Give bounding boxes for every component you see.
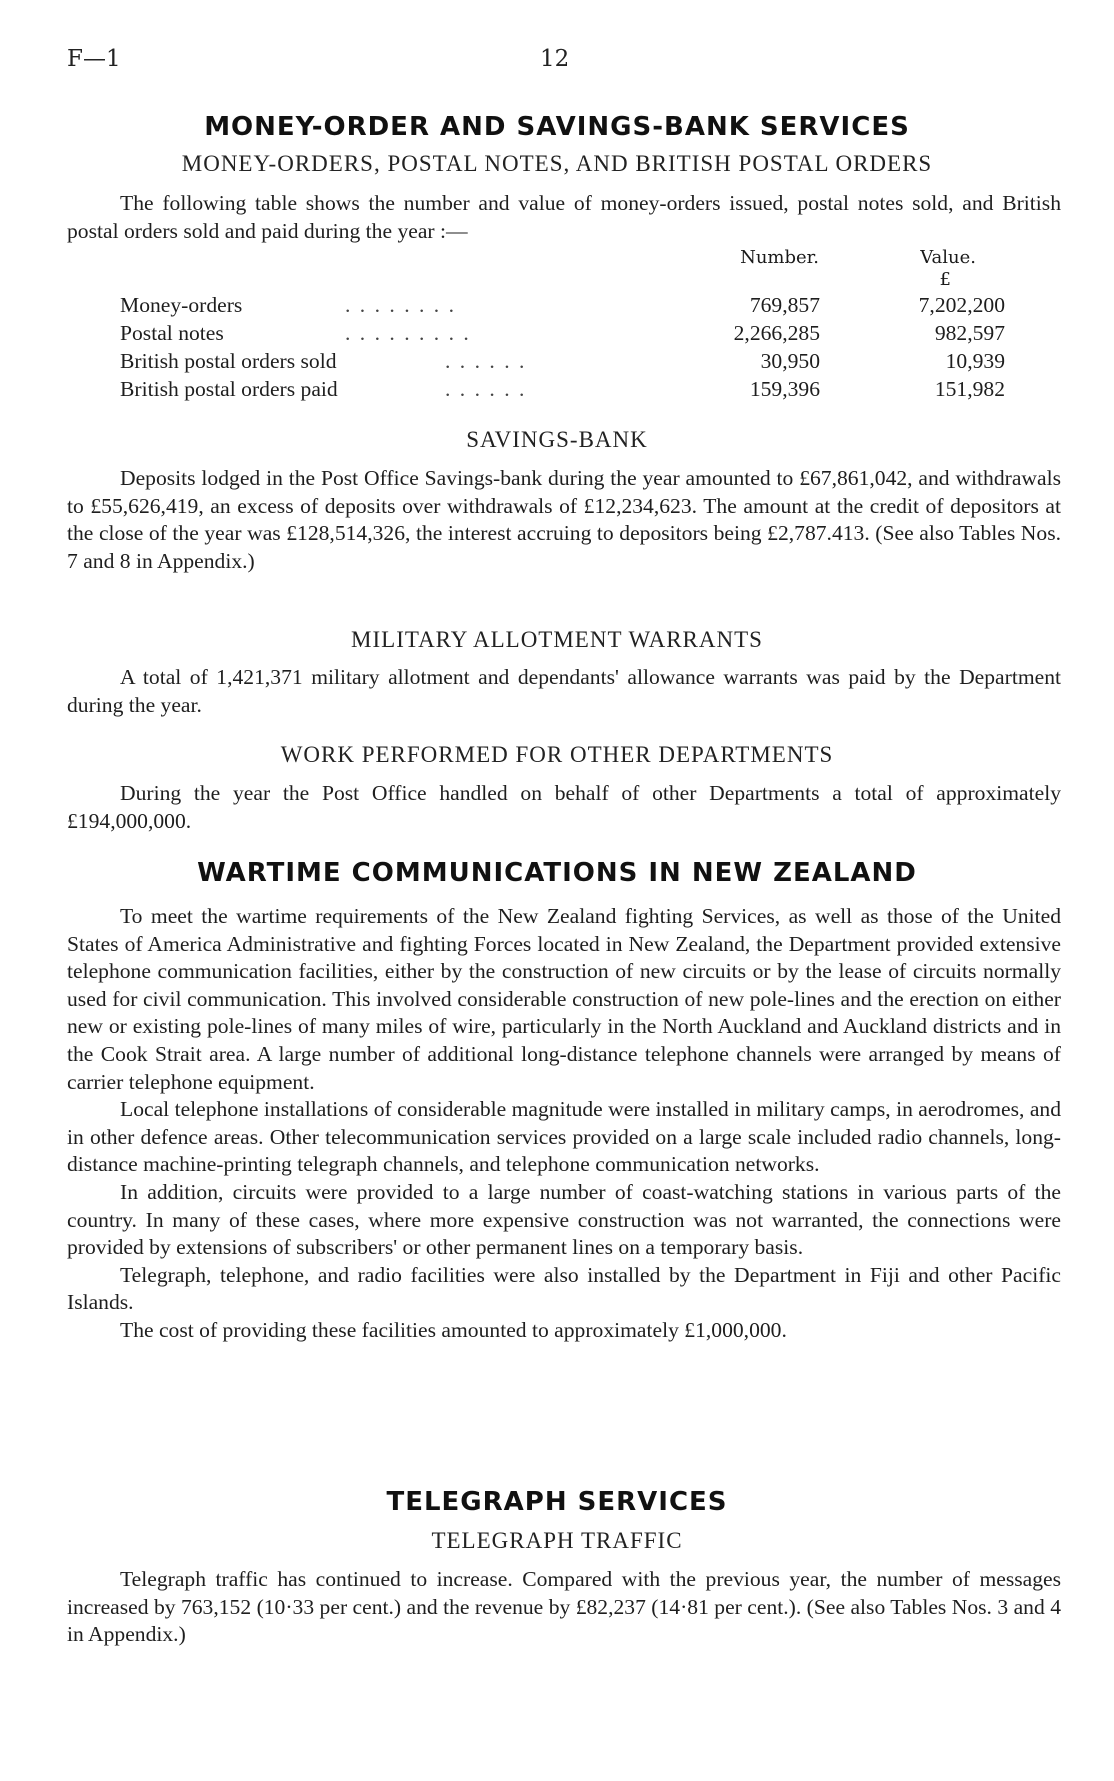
row-value: 10,939 — [945, 349, 1005, 373]
savings-bank-title: SAVINGS-BANK — [466, 427, 648, 452]
leader-dots: . . . . . . — [445, 349, 527, 373]
money-section-title: MONEY-ORDER AND SAVINGS-BANK SERVICES — [204, 112, 910, 142]
row-value: 151,982 — [934, 377, 1005, 401]
number-column-header: Number. — [740, 247, 819, 268]
wartime-body — [0, 903, 1114, 1345]
table-row — [0, 349, 1114, 377]
leader-dots: . . . . . . . . — [345, 293, 456, 317]
row-value: 982,597 — [934, 321, 1005, 345]
row-label: Money-orders — [120, 293, 243, 317]
leader-dots: . . . . . . — [445, 377, 527, 401]
other-departments-title: WORK PERFORMED FOR OTHER DEPARTMENTS — [280, 742, 834, 767]
page-number: 12 — [540, 46, 570, 72]
table-row — [0, 293, 1114, 321]
money-section-subtitle: MONEY-ORDERS, POSTAL NOTES, AND BRITISH POSTAL ORDERS — [181, 151, 933, 176]
row-number: 30,950 — [760, 349, 820, 373]
savings-bank-text: Deposits lodged in the Post Office Savings-bank during the year amounted to £67,861,042, and withdrawals to £55,626,419, an excess of deposits over withdrawals of £12,234,623. The amount at the credit of depositors at the close of the year was £128,514,326, the interest accruing to depositors being £2,787.413. (See also Tables Nos. 7 and 8 in Appendix.) — [67, 466, 1061, 573]
military-text: A total of 1,421,371 military allotment and dependants' allowance warrants was paid by the Department during the year. — [67, 665, 1061, 717]
row-number: 159,396 — [749, 377, 820, 401]
wartime-title: WARTIME COMMUNICATIONS IN NEW ZEALAND — [197, 858, 917, 888]
telegraph-title: TELEGRAPH SERVICES — [386, 1487, 728, 1517]
wartime-paragraph: Local telephone installations of considerable magnitude were installed in military camps, in aerodromes, and in other defence areas. Other telecommunication services provided on a large scale included radio channels, long-distance machine-printing telegraph channels, and telephone communication networks. — [67, 1097, 1061, 1177]
row-label: British postal orders paid — [120, 377, 338, 401]
wartime-paragraph: In addition, circuits were provided to a large number of coast-watching stations in various parts of the country. In many of these cases, where more expensive construction was not warranted, the connections were provided by extensions of subscribers' or other permanent lines on a temporary basis. — [67, 1179, 1061, 1260]
value-unit: £ — [939, 269, 951, 290]
wartime-paragraph: To meet the wartime requirements of the New Zealand fighting Services, as well as those of the United States of America Administrative and fighting Forces located in New Zealand, the Department provided extensive telephone communication facilities, either by the construction of new circuits or by the lease of circuits normally used for civil communication. This involved considerable construction of new pole-lines and the erection on either new or existing pole-lines of many miles of wire, particularly in the North Auckland and Auckland districts and in the Cook Strait area. A large number of additional long-distance telephone channels were arranged by means of carrier telephone equipment. — [67, 904, 1061, 1094]
row-number: 769,857 — [749, 293, 820, 317]
value-column-header: Value. — [920, 247, 976, 268]
telegraph-text: Telegraph traffic has continued to increase. Compared with the previous year, the number of messages increased by 763,152 (10·33 per cent.) and the revenue by £82,237 (14·81 per cent.). (See also Tables Nos. 3 and 4 in Appendix.) — [67, 1567, 1061, 1647]
money-section-intro: The following table shows the number and value of money-orders issued, postal notes sold, and British postal orders sold and paid during the year :— — [67, 191, 1061, 243]
row-value: 7,202,200 — [918, 293, 1005, 317]
money-table-header — [0, 247, 1114, 295]
other-departments-text: During the year the Post Office handled on behalf of other Departments a total of approximately £194,000,000. — [67, 781, 1061, 833]
row-label: British postal orders sold — [120, 349, 337, 373]
table-row — [0, 377, 1114, 405]
telegraph-subtitle: TELEGRAPH TRAFFIC — [431, 1528, 683, 1553]
row-label: Postal notes — [120, 321, 224, 345]
leader-dots: . . . . . . . . . — [345, 321, 471, 345]
wartime-paragraph: Telegraph, telephone, and radio facilities were also installed by the Department in Fiji and other Pacific Islands. — [67, 1262, 1061, 1315]
table-row — [0, 321, 1114, 349]
wartime-paragraph: The cost of providing these facilities amounted to approximately £1,000,000. — [120, 1317, 787, 1342]
military-title: MILITARY ALLOTMENT WARRANTS — [351, 627, 763, 652]
row-number: 2,266,285 — [733, 321, 820, 345]
page-reference: F—1 — [67, 46, 121, 72]
